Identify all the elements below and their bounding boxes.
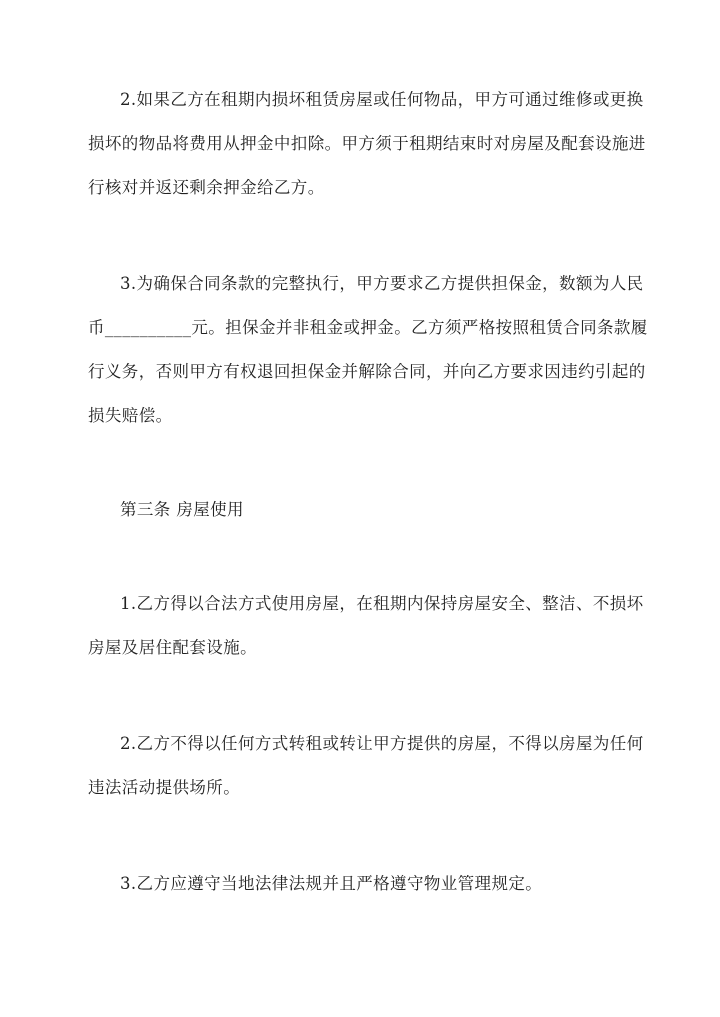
clause-2-deposit-deduction: 2.如果乙方在租期内损坏租赁房屋或任何物品，甲方可通过维修或更换损坏的物品将费用从押金中扣除。甲方须于租期结束时对房屋及配套设施进行核对并返还剩余押金给乙方。: [88, 90, 646, 197]
usage-item-3: 3.乙方应遵守当地法律法规并且严格遵守物业管理规定。: [120, 874, 543, 893]
clause-3-guarantee-deposit: 3.为确保合同条款的完整执行，甲方要求乙方提供担保金，数额为人民币__________元。担保金并非租金或押金。乙方须严格按照租赁合同条款履行义务，否则甲方有权退回担保金并解除合同，并向乙方要求因违约引起的损失赔偿。: [88, 274, 648, 425]
usage-item-1: 1.乙方得以合法方式使用房屋，在租期内保持房屋安全、整洁、不损坏房屋及居住配套设施。: [88, 594, 644, 657]
usage-item-2: 2.乙方不得以任何方式转租或转让甲方提供的房屋，不得以房屋为任何违法活动提供场所。: [88, 734, 644, 797]
section-heading: 第三条 房屋使用: [120, 500, 244, 519]
